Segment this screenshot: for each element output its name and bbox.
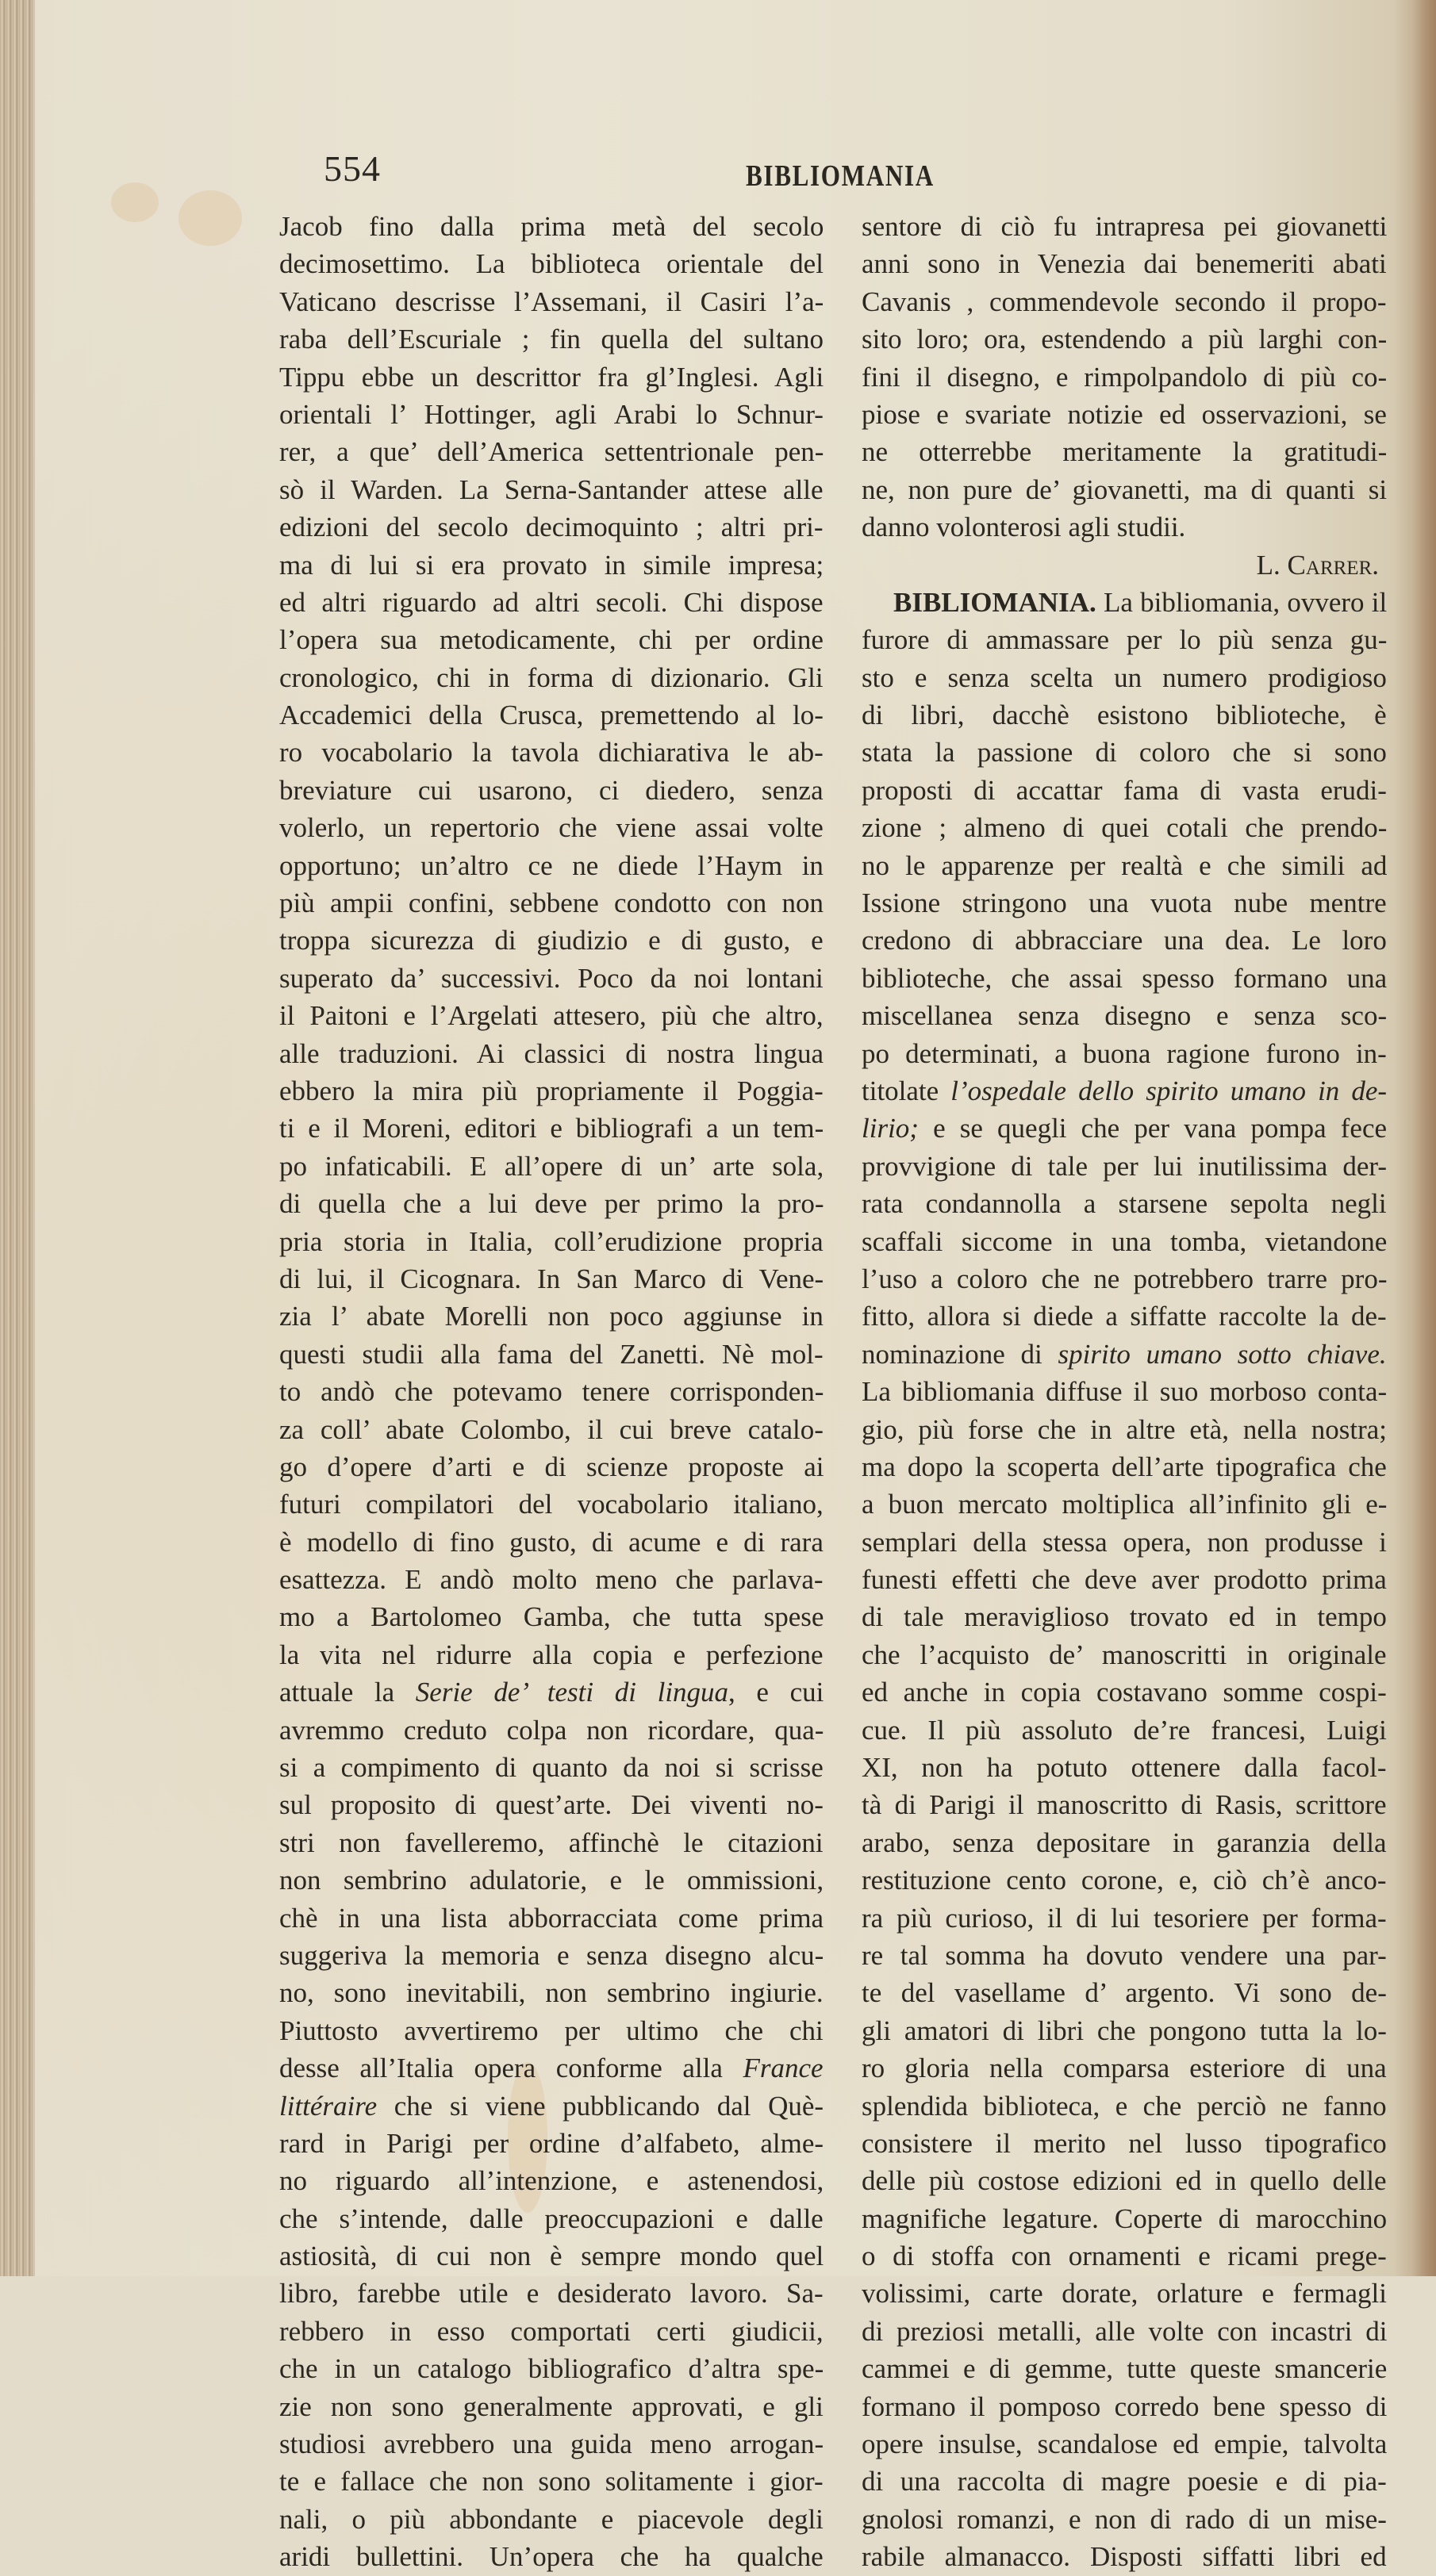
text-line: Tippu ebbe un descrittor fra gl’Inglesi. Agli [279, 361, 824, 393]
text-line: danno volonterosi agli studii. [862, 512, 1186, 543]
text-line: sto e senza scelta un numero prodigioso [862, 661, 1387, 693]
text-line: di tale meraviglioso trovato ed in tempo [862, 1601, 1387, 1633]
text-line: di preziosi metalli, alle volte con incastri di [862, 2315, 1387, 2347]
text-line: anni sono in Venezia dai benemeriti abati [862, 248, 1387, 280]
text-line: XI, non ha potuto ottenere dalla facol- [862, 1752, 1387, 1784]
text-line: che in un catalogo bibliografico d’altra spe- [279, 2353, 824, 2385]
text-line: scaffali siccome in una tomba, vietandone [862, 1225, 1387, 1257]
foxing-stain [179, 190, 242, 246]
text-line: funesti effetti che deve aver prodotto prima [862, 1564, 1387, 1596]
text-line: no le apparenze per realtà e che simili ad [862, 849, 1387, 881]
text-line: no, sono inevitabili, non sembrino ingiurie. [279, 1977, 824, 2009]
text-line: si a compimento di quanto da noi si scrisse [279, 1752, 824, 1784]
text-line: esattezza. E andò molto meno che parlava- [279, 1564, 824, 1596]
text-line: l’opera sua metodicamente, chi per ordine [279, 624, 824, 656]
text-line: consistere il merito nel lusso tipografico [862, 2127, 1387, 2159]
text-line: ne otterrebbe meritamente la gratitudi- [862, 436, 1387, 468]
text-line: ebbero la mira più propriamente il Poggia- [279, 1075, 824, 1106]
text-line: zione ; almeno di quei cotali che prendo- [862, 812, 1387, 844]
text-line: rebbero in esso comportati certi giudicii, [279, 2315, 824, 2347]
text-line: superato da’ successivi. Poco da noi lontani [279, 962, 824, 994]
text-run: La bibliomania, ovvero il [1096, 586, 1387, 618]
text-line: ti e il Moreni, editori e bibliografi a un tem- [279, 1113, 824, 1144]
text-line: po determinati, a buona ragione furono in- [862, 1037, 1387, 1069]
text-line: biblioteche, che assai spesso formano una [862, 962, 1387, 994]
text-line: di quella che a lui deve per primo la pro- [279, 1188, 824, 1220]
text-line [862, 1072, 1387, 1110]
italic-title-text: l’ospedale dello spirito umano in de- [950, 1075, 1387, 1106]
text-line: proposti di accattar fama di vasta erudi- [862, 774, 1387, 806]
text-line: magnifiche legature. Coperte di marocchino [862, 2202, 1387, 2234]
text-line [862, 1110, 1387, 1147]
text-line: rata condannolla a starsene sepolta negli [862, 1188, 1387, 1220]
text-line: Cavanis , commendevole secondo il propo- [862, 286, 1387, 317]
text-line: raba dell’Escuriale ; fin quella del sultano [279, 324, 824, 355]
text-line: go d’opere d’arti e di scienze proposte ai [279, 1451, 824, 1482]
text-line: sò il Warden. La Serna-Santander attese alle [279, 473, 824, 505]
text-line: rabile almanacco. Disposti siffatti libri ed [862, 2541, 1387, 2573]
text-line: questi studii alla fama del Zanetti. Nè mol- [279, 1338, 824, 1370]
author-signature: L. Carrer. [1256, 549, 1379, 581]
text-line [279, 2049, 824, 2087]
text-line: delle più costose edizioni ed in quello delle [862, 2165, 1387, 2197]
text-line: di una raccolta di magre poesie e di pia- [862, 2466, 1387, 2497]
text-line: avremmo creduto colpa non ricordare, qua- [279, 1714, 824, 1746]
text-line: di libri, dacchè esistono biblioteche, è [862, 700, 1387, 731]
text-line: libro, farebbe utile e desiderato lavoro. Sa- [279, 2278, 824, 2310]
text-line: cronologico, chi in forma di dizionario. Gli [279, 661, 824, 693]
text-run: titolate [862, 1075, 951, 1106]
text-line: piose e svariate notizie ed osservazioni, se [862, 398, 1387, 430]
text-line: ed altri riguardo ad altri secoli. Chi dispose [279, 586, 824, 618]
text-line: te del vasellame d’ argento. Vi sono de- [862, 1977, 1387, 2009]
text-line: splendida biblioteca, e che perciò ne fanno [862, 2090, 1387, 2122]
text-line: è modello di fino gusto, di acume e di rara [279, 1526, 824, 1558]
text-line: stri non favelleremo, affinchè le citazioni [279, 1827, 824, 1858]
text-line: il Paitoni e l’Argelati attesero, più che altro, [279, 1000, 824, 1032]
text-line: gli amatori di libri che pongono tutta la lo- [862, 2014, 1387, 2046]
text-line: fini il disegno, e rimpolpandolo di più co- [862, 361, 1387, 393]
text-line: non sembrino adulatorie, e le ommissioni, [279, 1865, 824, 1896]
text-line: provvigione di tale per lui inutilissima der- [862, 1150, 1387, 1182]
text-line: tà di Parigi il manoscritto di Rasis, scrittore [862, 1789, 1387, 1821]
text-line: orientali l’ Hottinger, agli Arabi lo Schnur- [279, 398, 824, 430]
text-line: ma dopo la scoperta dell’arte tipografica che [862, 1451, 1387, 1482]
text-line: gio, più forse che in altre età, nella nostra; [862, 1413, 1387, 1445]
text-line: breviature cui usarono, ci diedero, senza [279, 774, 824, 806]
text-line: sentore di ciò fu intrapresa pei giovanetti [862, 211, 1387, 242]
text-line: nali, o più abbondante e piacevole degli [279, 2503, 824, 2535]
text-line: La bibliomania diffuse il suo morboso conta- [862, 1376, 1387, 1408]
text-line: rard in Parigi per ordine d’alfabeto, alme- [279, 2127, 824, 2159]
text-line: astiosità, di cui non è sempre mondo quel [279, 2241, 824, 2272]
text-line: mo a Bartolomeo Gamba, che tutta spese [279, 1601, 824, 1633]
text-line: fitto, allora si diede a siffatte raccolte la de- [862, 1301, 1387, 1332]
italic-title-text: lirio; [862, 1113, 919, 1144]
text-line: a buon mercato moltiplica all’infinito gli e- [862, 1489, 1387, 1520]
text-line: la vita nel ridurre alla copia e perfezione [279, 1639, 824, 1670]
text-line: Jacob fino dalla prima metà del secolo [279, 211, 824, 242]
page-gutter-shadow [1412, 0, 1436, 2276]
page-number: 554 [324, 148, 381, 189]
left-text-column [279, 208, 824, 2576]
text-line: zie non sono generalmente approvati, e gli [279, 2390, 824, 2422]
text-line: o di stoffa con ornamenti e ricami prege- [862, 2241, 1387, 2272]
text-line: decimosettimo. La biblioteca orientale del [279, 248, 824, 280]
text-run: , e cui [728, 1677, 824, 1708]
text-line: ma di lui si era provato in simile impresa; [279, 549, 824, 581]
text-line: Vaticano descrisse l’Assemani, il Casiri l’a- [279, 286, 824, 317]
running-head: BIBLIOMANIA [746, 159, 935, 193]
text-line: Piuttosto avvertiremo per ultimo che chi [279, 2014, 824, 2046]
text-line: studiosi avrebbero una guida meno arrogan- [279, 2428, 824, 2460]
text-line: futuri compilatori del vocabolario italiano, [279, 1489, 824, 1520]
text-line: gnolosi romanzi, e non di rado di un mise- [862, 2503, 1387, 2535]
text-line: stata la passione di coloro che si sono [862, 737, 1387, 769]
text-line: Accademici della Crusca, premettendo al lo- [279, 700, 824, 731]
text-line: suggeriva la memoria e senza disegno alcu- [279, 1939, 824, 1971]
text-line: sito loro; ora, estendendo a più larghi con- [862, 324, 1387, 355]
text-line: te e fallace che non sono solitamente i gior- [279, 2466, 824, 2497]
text-line: di lui, il Cicognara. In San Marco di Vene- [279, 1263, 824, 1294]
text-line: cue. Il più assoluto de’re francesi, Luigi [862, 1714, 1387, 1746]
text-run: nominazione di [862, 1338, 1058, 1370]
text-line: za coll’ abate Colombo, il cui breve catalo- [279, 1413, 824, 1445]
text-line: ed anche in copia costavano somme cospi- [862, 1677, 1387, 1708]
text-line: che l’acquisto de’ manoscritti in originale [862, 1639, 1387, 1670]
text-line: no riguardo all’intenzione, e astenendosi, [279, 2165, 824, 2197]
text-line: po infaticabili. E all’opere di un’ arte sola, [279, 1150, 824, 1182]
text-line: opportuno; un’altro ce ne diede l’Haym in [279, 849, 824, 881]
text-line [279, 1673, 824, 1711]
italic-title-text: France [743, 2053, 824, 2084]
entry-first-line [862, 584, 1387, 621]
text-line: miscellanea senza disegno e senza sco- [862, 1000, 1387, 1032]
text-run: che si viene pubblicando dal Què- [377, 2090, 824, 2122]
italic-title-text: Serie de’ testi di lingua [415, 1677, 729, 1708]
text-line: rer, a que’ dell’America settentrionale pen- [279, 436, 824, 468]
text-line: Issione stringono una vuota nube mentre [862, 887, 1387, 919]
text-line: che s’intende, dalle preoccupazioni e dalle [279, 2202, 824, 2234]
text-line [279, 2087, 824, 2125]
text-line: re tal somma ha dovuto vendere una par- [862, 1939, 1387, 1971]
text-line: troppa sicurezza di giudizio e di gusto, e [279, 925, 824, 956]
text-line: restituzione cento corone, e, ciò ch’è anco- [862, 1865, 1387, 1896]
text-line: to andò che potevamo tenere corrisponden- [279, 1376, 824, 1408]
text-line: zia l’ abate Morelli non poco aggiunse in [279, 1301, 824, 1332]
text-line: edizioni del secolo decimoquinto ; altri pri- [279, 512, 824, 543]
text-line: arabo, senza depositare in garanzia della [862, 1827, 1387, 1858]
foxing-stain [111, 182, 159, 222]
stacked-page-edges [0, 0, 35, 2276]
italic-title-text: spirito umano sotto chiave. [1058, 1338, 1387, 1370]
text-run: desse all’Italia opera conforme alla [279, 2053, 743, 2084]
text-line: furore di ammassare per lo più senza gu- [862, 624, 1387, 656]
text-run: attuale la [279, 1677, 416, 1708]
text-line: volissimi, carte dorate, orlature e fermagli [862, 2278, 1387, 2310]
text-line: ro vocabolario la tavola dichiarativa le ab- [279, 737, 824, 769]
text-line: formano il pomposo corredo bene spesso di [862, 2390, 1387, 2422]
text-line: volerlo, un repertorio che viene assai volte [279, 812, 824, 844]
text-line: sul proposito di quest’arte. Dei viventi no- [279, 1789, 824, 1821]
text-run: e se quegli che per vana pompa fece [918, 1113, 1387, 1144]
entry-headword: BIBLIOMANIA. [893, 586, 1096, 618]
text-line: chè in una lista abborracciata come prima [279, 1902, 824, 1934]
text-line: l’uso a coloro che ne potrebbero trarre pro- [862, 1263, 1387, 1294]
text-line [862, 1336, 1387, 1373]
text-line: ne, non pure de’ giovanetti, ma di quanti si [862, 473, 1387, 505]
text-line: ra più curioso, il di lui tesoriere per forma- [862, 1902, 1387, 1934]
italic-title-text: littéraire [279, 2090, 378, 2122]
text-line: ro gloria nella comparsa esteriore di una [862, 2053, 1387, 2084]
text-line: pria storia in Italia, coll’erudizione propria [279, 1225, 824, 1257]
text-line: credono di abbracciare una dea. Le loro [862, 925, 1387, 956]
text-line: opere insulse, scandalose ed empie, talvolta [862, 2428, 1387, 2460]
text-line: aridi bullettini. Un’opera che ha qualche [279, 2541, 824, 2573]
text-line: semplari della stessa opera, non produsse i [862, 1526, 1387, 1558]
right-text-column [862, 208, 1387, 2576]
text-line: alle traduzioni. Ai classici di nostra lingua [279, 1037, 824, 1069]
text-line: cammei e di gemme, tutte queste smancerie [862, 2353, 1387, 2385]
text-line: più ampii confini, sebbene condotto con non [279, 887, 824, 919]
